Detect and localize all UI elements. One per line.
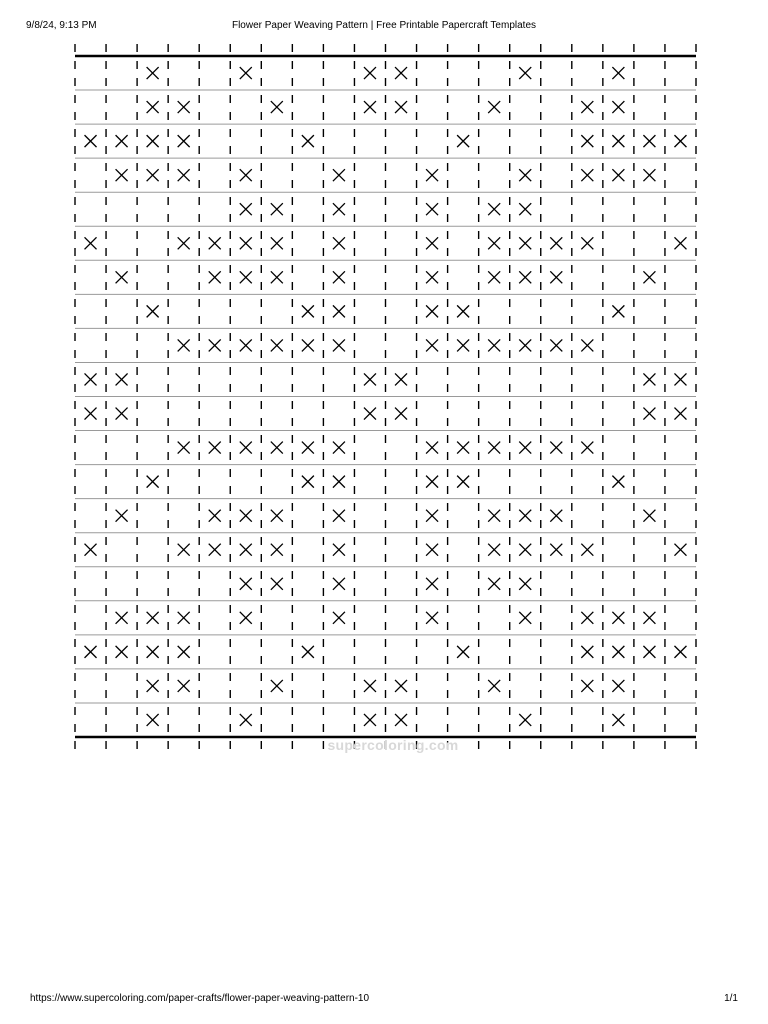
cross-mark [302,476,314,488]
cross-mark [240,237,252,249]
cross-mark [333,578,345,590]
cross-mark [519,578,531,590]
cross-mark [457,339,469,351]
cross-mark [240,339,252,351]
cross-mark [271,544,283,556]
cross-mark [240,442,252,454]
cross-mark [674,135,686,147]
cross-mark [302,646,314,658]
cross-mark [333,612,345,624]
cross-mark [209,339,221,351]
cross-mark [333,305,345,317]
cross-mark [426,305,438,317]
cross-mark [395,101,407,113]
cross-mark [209,271,221,283]
cross-mark [333,271,345,283]
page-title: Flower Paper Weaving Pattern | Free Printable Papercraft Templates [231,20,537,31]
cross-mark [271,578,283,590]
cross-mark [519,203,531,215]
cross-mark [240,169,252,181]
cross-mark [426,510,438,522]
cross-mark [426,612,438,624]
cross-mark [147,67,159,79]
cross-mark [457,442,469,454]
cross-mark [581,680,593,692]
cross-mark [209,237,221,249]
cross-mark [674,408,686,420]
footer-url: https://www.supercoloring.com/paper-crafts/flower-paper-weaving-pattern-10 [30,993,370,1004]
cross-mark [488,578,500,590]
cross-mark [426,271,438,283]
cross-mark [364,67,376,79]
cross-mark [85,544,97,556]
cross-mark [116,373,128,385]
watermark: supercoloring.com [327,737,459,753]
cross-mark [116,271,128,283]
cross-mark [333,203,345,215]
cross-mark [85,135,97,147]
cross-mark [426,169,438,181]
cross-mark [240,67,252,79]
cross-mark [395,680,407,692]
cross-mark [209,510,221,522]
cross-mark [271,680,283,692]
cross-mark [271,442,283,454]
cross-mark [85,373,97,385]
cross-mark [674,237,686,249]
cross-mark [147,646,159,658]
cross-mark [333,237,345,249]
cross-mark [643,510,655,522]
cross-mark [302,339,314,351]
cross-mark [116,169,128,181]
cross-mark [271,271,283,283]
cross-mark [178,680,190,692]
cross-mark [426,339,438,351]
cross-mark [488,510,500,522]
cross-mark [488,271,500,283]
cross-mark [426,442,438,454]
cross-mark [550,271,562,283]
cross-mark [178,169,190,181]
cross-mark [271,203,283,215]
cross-mark [147,612,159,624]
cross-mark [178,237,190,249]
cross-mark [674,646,686,658]
cross-mark [426,203,438,215]
cross-mark [147,101,159,113]
cross-mark [178,442,190,454]
cross-mark [147,305,159,317]
cross-mark [612,476,624,488]
cross-mark [519,67,531,79]
cross-mark [240,544,252,556]
cross-mark [395,714,407,726]
cross-mark [519,442,531,454]
cross-mark [116,646,128,658]
cross-mark [178,135,190,147]
cross-mark [581,169,593,181]
cross-mark [178,339,190,351]
cross-mark [488,339,500,351]
cross-mark [333,442,345,454]
cross-mark [519,510,531,522]
cross-mark [85,237,97,249]
cross-mark [85,408,97,420]
cross-mark [395,373,407,385]
cross-mark [519,339,531,351]
cross-mark [116,135,128,147]
cross-mark [333,339,345,351]
cross-mark [488,544,500,556]
cross-mark [209,442,221,454]
cross-mark [457,135,469,147]
cross-mark [178,101,190,113]
print-datetime: 9/8/24, 9:13 PM [26,20,97,31]
cross-mark [612,305,624,317]
cross-mark [85,646,97,658]
cross-mark [581,135,593,147]
cross-mark [674,544,686,556]
cross-mark [333,476,345,488]
cross-mark [147,680,159,692]
cross-mark [116,408,128,420]
cross-mark [147,476,159,488]
cross-mark [364,714,376,726]
cross-mark [488,680,500,692]
cross-mark [581,544,593,556]
cross-mark [519,271,531,283]
cross-mark [581,101,593,113]
cross-mark [643,373,655,385]
cross-mark [178,612,190,624]
cross-mark [488,237,500,249]
cross-mark [612,169,624,181]
cross-mark [240,578,252,590]
cross-mark [519,169,531,181]
cross-mark [426,544,438,556]
cross-mark [302,442,314,454]
cross-mark [364,101,376,113]
cross-mark [116,510,128,522]
cross-mark [457,646,469,658]
cross-mark [147,135,159,147]
cross-mark [364,680,376,692]
cross-mark [240,271,252,283]
cross-mark [519,544,531,556]
cross-mark [395,67,407,79]
cross-mark [488,101,500,113]
cross-mark [612,101,624,113]
cross-mark [426,476,438,488]
cross-mark [302,135,314,147]
cross-mark [612,714,624,726]
cross-mark [271,237,283,249]
cross-mark [550,544,562,556]
cross-mark [581,612,593,624]
cross-mark [643,271,655,283]
cross-mark [240,203,252,215]
cross-mark [240,510,252,522]
cross-mark [209,544,221,556]
cross-mark [488,203,500,215]
cross-mark [550,339,562,351]
cross-mark [240,612,252,624]
cross-mark [240,714,252,726]
cross-mark [643,612,655,624]
cross-mark [612,67,624,79]
cross-mark [333,544,345,556]
cross-mark [271,339,283,351]
cross-mark [333,510,345,522]
cross-mark [550,237,562,249]
cross-mark [519,714,531,726]
cross-mark [395,408,407,420]
cross-mark [643,169,655,181]
cross-mark [426,578,438,590]
cross-mark [643,135,655,147]
cross-mark [550,510,562,522]
cross-mark [643,408,655,420]
cross-mark [612,646,624,658]
cross-mark [457,476,469,488]
cross-mark [178,544,190,556]
cross-mark [519,612,531,624]
cross-mark [519,237,531,249]
cross-mark [643,646,655,658]
cross-mark [302,305,314,317]
cross-mark [271,101,283,113]
cross-mark [333,169,345,181]
cross-mark [612,680,624,692]
cross-mark [426,237,438,249]
cross-mark [612,612,624,624]
cross-mark [550,442,562,454]
cross-mark [364,408,376,420]
cross-mark [488,442,500,454]
cross-mark [147,169,159,181]
cross-mark [581,442,593,454]
cross-mark [178,646,190,658]
cross-mark [581,646,593,658]
cross-mark [271,510,283,522]
cross-mark [581,237,593,249]
cross-mark [581,339,593,351]
cross-mark [674,373,686,385]
cross-mark [612,135,624,147]
cross-mark [364,373,376,385]
page-number: 1/1 [724,993,738,1004]
cross-mark [116,612,128,624]
cross-mark [457,305,469,317]
cross-mark [147,714,159,726]
